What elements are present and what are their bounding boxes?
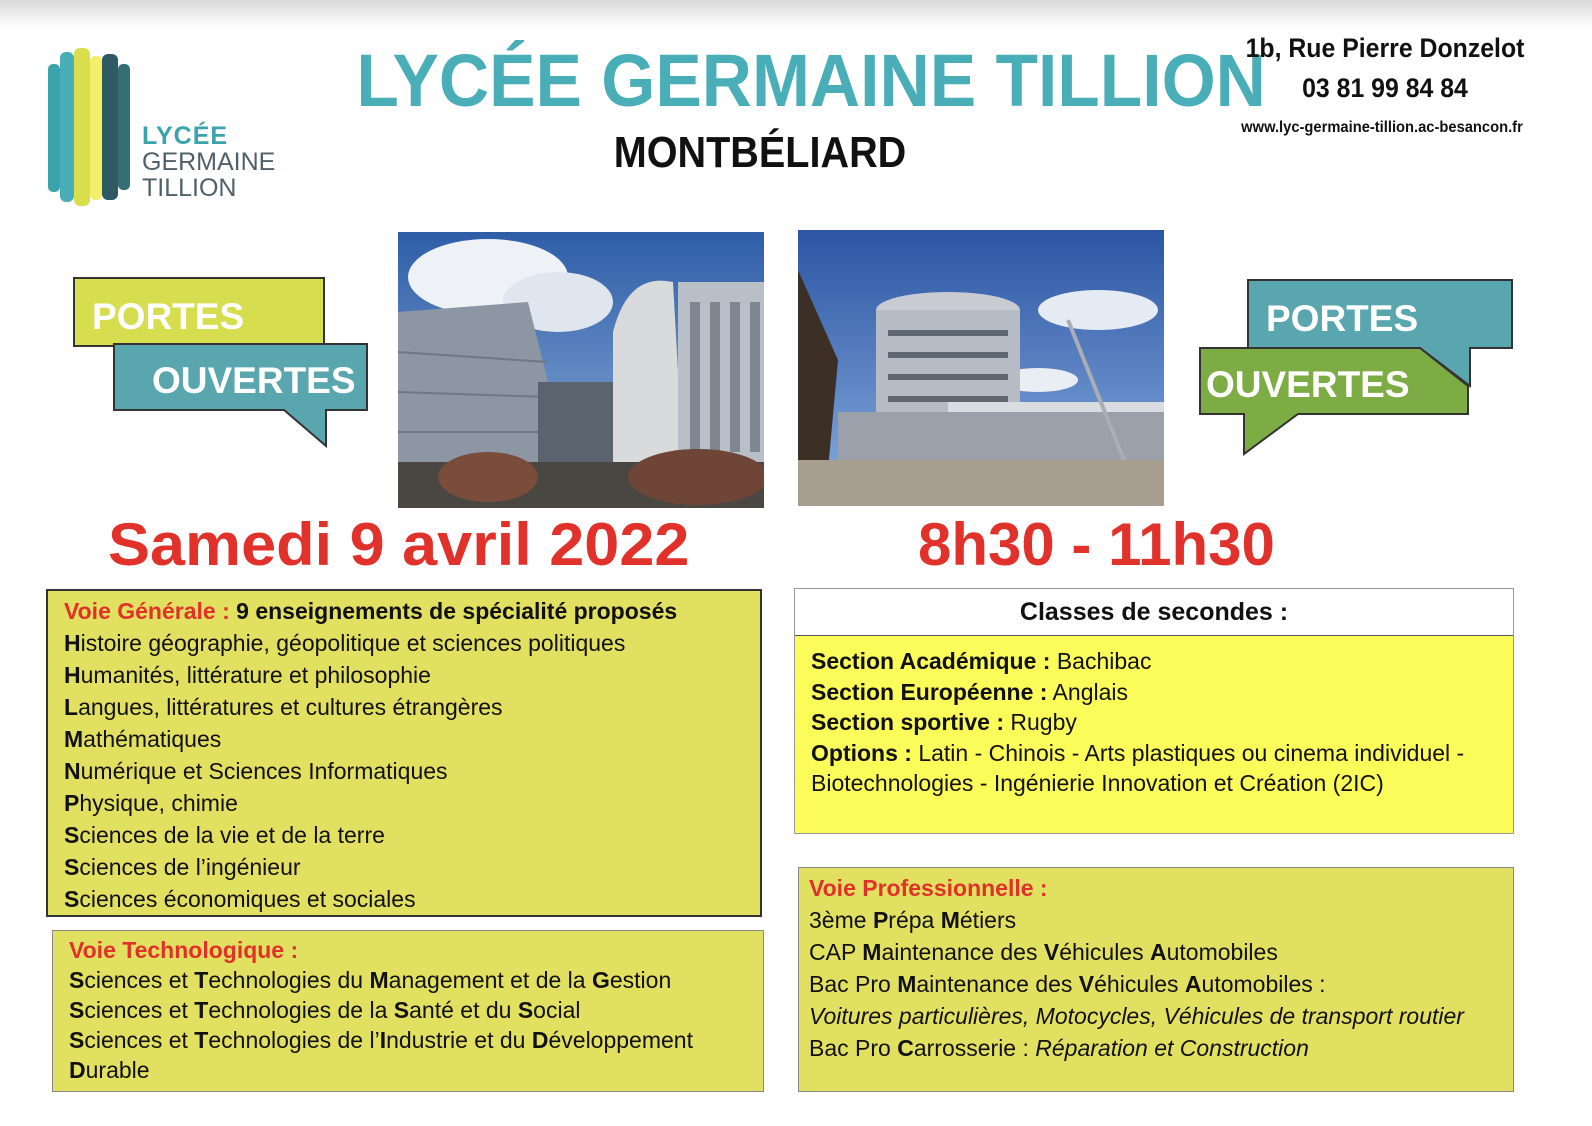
list-item: Bac Pro Carrosserie : Réparation et Construction <box>809 1035 1309 1061</box>
list-item: Numérique et Sciences Informatiques <box>64 758 448 784</box>
list-item: Langues, littératures et cultures étrangères <box>64 694 503 720</box>
list-item: Section Académique : Bachibac <box>811 648 1152 674</box>
secondes-box <box>794 588 1514 834</box>
top-fade <box>0 0 1592 28</box>
bubble-left-word-2: OUVERTES <box>152 360 356 401</box>
list-item: Mathématiques <box>64 726 222 752</box>
voie-pro-heading: Voie Professionnelle : <box>809 875 1048 901</box>
list-item: Bac Pro Maintenance des Véhicules Automobiles : <box>809 971 1326 997</box>
list-item: Sciences de l’ingénieur <box>64 854 301 880</box>
voie-pro-box <box>798 867 1514 1092</box>
phone: 03 81 99 84 84 <box>1302 73 1468 103</box>
voie-technologique-box <box>52 930 764 1092</box>
list-item: Physique, chimie <box>64 790 238 816</box>
list-item: Sciences économiques et sociales <box>64 886 416 912</box>
event-date: Samedi 9 avril 2022 <box>108 511 690 578</box>
school-photo-2 <box>798 230 1164 506</box>
bubble-right-word-2: OUVERTES <box>1206 364 1410 405</box>
city-name: MONTBÉLIARD <box>613 128 907 177</box>
voie-generale-box <box>46 589 762 917</box>
list-item: Sciences et Technologies du Management et de la Gestion <box>69 967 672 993</box>
logo-text <box>142 123 275 201</box>
address: 1b, Rue Pierre Donzelot <box>1245 33 1525 63</box>
bubble-left-word-1: PORTES <box>92 296 245 337</box>
list-item: CAP Maintenance des Véhicules Automobiles <box>809 939 1278 965</box>
secondes-heading: Classes de secondes : <box>795 589 1513 636</box>
list-item: 3ème Prépa Métiers <box>809 907 1017 933</box>
voie-generale-header <box>64 595 744 627</box>
school-logo-mark <box>46 46 132 206</box>
logo-line-3: TILLION <box>142 174 237 202</box>
contact-block <box>1242 28 1527 108</box>
list-item: Options : Latin - Chinois - Arts plastiques ou cinema individuel - <box>811 739 1465 766</box>
list-item: Histoire géographie, géopolitique et sciences politiques <box>64 630 626 656</box>
website: www.lyc-germaine-tillion.ac-besancon.fr <box>1241 119 1523 136</box>
list-item: Section sportive : Rugby <box>811 709 1077 735</box>
list-item: Biotechnologies - Ingénierie Innovation et Création (2IC) <box>811 770 1384 796</box>
list-item: Durable <box>69 1057 150 1083</box>
list-item: Humanités, littérature et philosophie <box>64 662 431 688</box>
list-item: Sciences et Technologies de la Santé et du Social <box>69 997 581 1023</box>
school-photo-1 <box>398 232 764 508</box>
list-item: Section Européenne : Anglais <box>811 678 1128 705</box>
logo-line-1: LYCÉE <box>142 122 229 150</box>
list-item: Sciences de la vie et de la terre <box>64 822 385 848</box>
bubble-right-word-1: PORTES <box>1266 298 1419 339</box>
voie-technologique-heading: Voie Technologique : <box>69 937 299 963</box>
voie-generale-subheading: 9 enseignements de spécialité proposés <box>236 598 678 624</box>
page-title: LYCÉE GERMAINE TILLION <box>356 39 1266 122</box>
list-item: Voitures particulières, Motocycles, Véhicules de transport routier <box>809 1003 1464 1029</box>
voie-generale-heading: Voie Générale : <box>64 598 230 624</box>
event-time: 8h30 - 11h30 <box>918 511 1275 578</box>
secondes-body <box>795 636 1513 809</box>
logo-line-2: GERMAINE <box>142 148 276 176</box>
list-item: Sciences et Technologies de l’Industrie et du Développement <box>69 1027 693 1053</box>
